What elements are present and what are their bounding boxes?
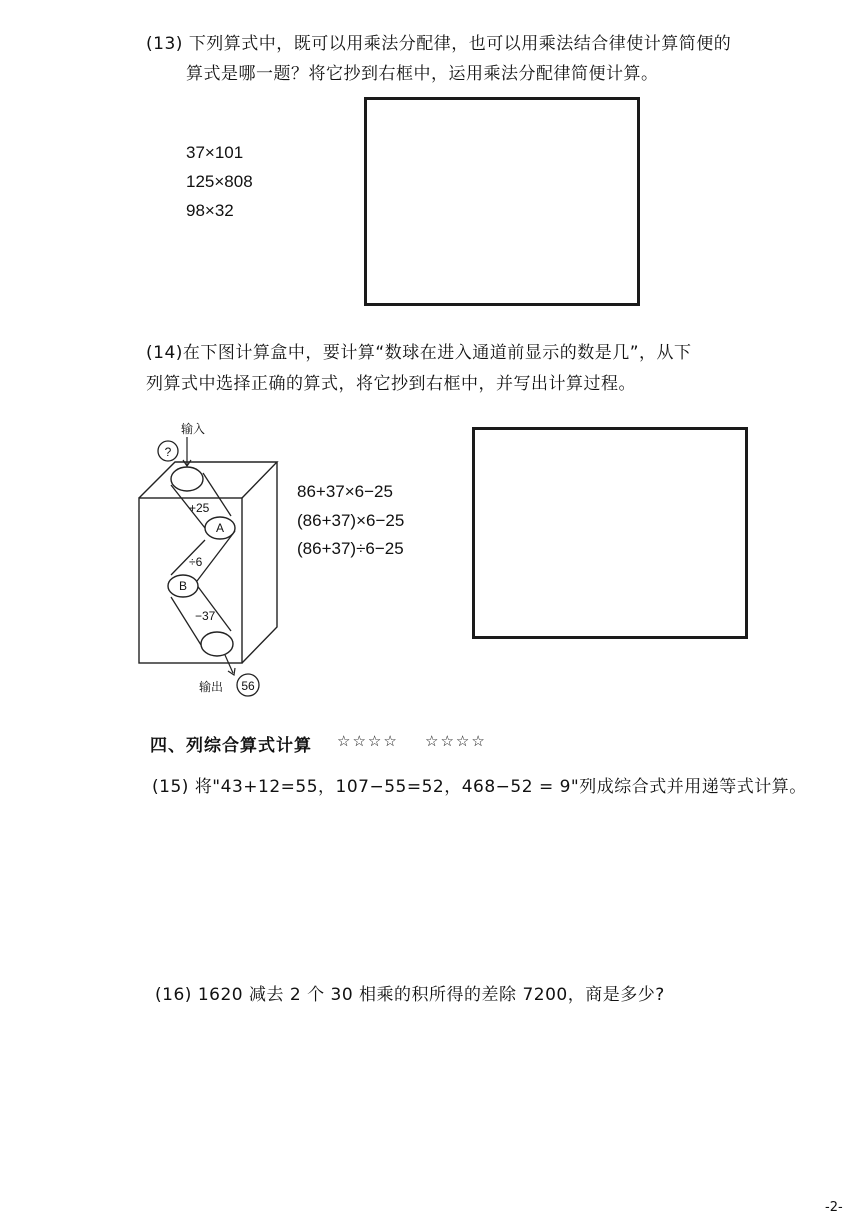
q15-line (152, 772, 807, 802)
node-b-label: B (178, 579, 188, 593)
section4-stars-1: ☆☆☆☆ (337, 732, 399, 750)
q16-text: 1620 减去 2 个 30 相乘的积所得的差除 7200，商是多少? (197, 985, 665, 1005)
output-label: 输出 (199, 680, 224, 694)
q15-number: (15) (152, 777, 189, 797)
input-label: 输入 (181, 422, 206, 436)
step3-label: −37 (195, 609, 216, 623)
q13-expression-2: 125×808 (186, 172, 253, 191)
q13-text-line1: 下列算式中，既可以用乘法分配律，也可以用乘法结合律使计算简便的 (188, 34, 732, 54)
q16-number: (16) (155, 985, 192, 1005)
q14-answer-box[interactable] (472, 427, 748, 639)
q14-expression-2: (86+37)×6−25 (297, 511, 405, 530)
output-arrow (225, 655, 235, 675)
input-arrow (183, 437, 191, 466)
section4-stars-2: ☆☆☆☆ (425, 732, 487, 750)
q13-answer-box[interactable] (364, 97, 640, 306)
q13-line1 (146, 29, 731, 59)
output-opening (201, 632, 233, 656)
calculation-box-diagram (125, 415, 285, 700)
input-opening (171, 467, 203, 491)
input-value: ? (164, 445, 172, 459)
q14-text-line1: (14)在下图计算盒中，要计算“数球在进入通道前显示的数是几”，从下 (146, 343, 692, 363)
q14-expression-3: (86+37)÷6−25 (297, 539, 404, 558)
step2-label: ÷6 (189, 555, 203, 569)
q15-text: 将"43+12=55，107−55=52，468−52 = 9"列成综合式并用递等式计算。 (194, 777, 807, 797)
q13-text-line2: 算式是哪一题？将它抄到右框中，运用乘法分配律简便计算。 (186, 64, 659, 84)
q14-text-line2: 列算式中选择正确的算式，将它抄到右框中，并写出计算过程。 (146, 374, 636, 394)
q13-expression-1: 37×101 (186, 143, 244, 162)
q14-expression-1: 86+37×6−25 (297, 482, 393, 501)
q13-expression-3: 98×32 (186, 201, 234, 220)
output-value: 56 (241, 679, 255, 693)
page-number: -2- (825, 1200, 843, 1215)
q16-line (155, 980, 665, 1010)
section4-title: 四、列综合算式计算 (150, 736, 312, 756)
step1-label: +25 (189, 501, 210, 515)
node-a-label: A (215, 521, 225, 535)
q13-number: (13) (146, 34, 183, 54)
